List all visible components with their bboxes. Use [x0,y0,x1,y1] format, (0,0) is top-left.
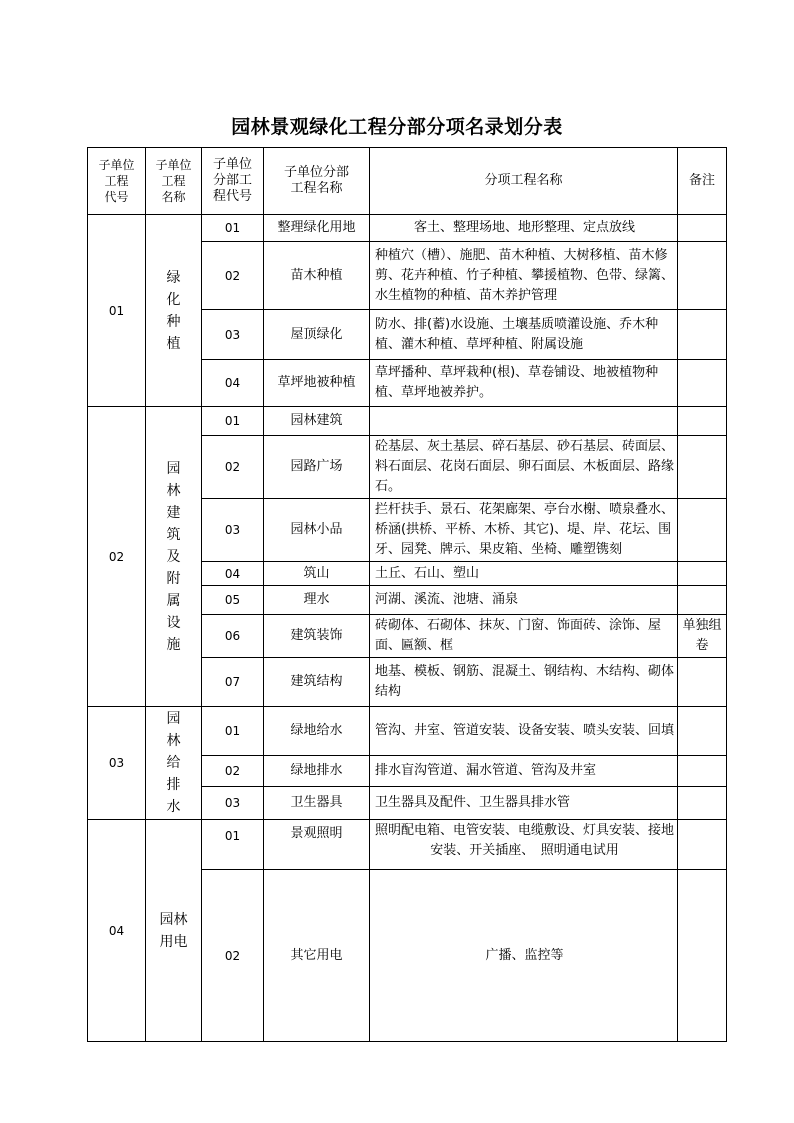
group-code: 03 [88,707,146,820]
sub-code: 04 [202,562,264,586]
sub-name: 园路广场 [264,436,370,499]
item-names: 河湖、溪流、池塘、涌泉 [370,586,678,615]
sub-code: 06 [202,615,264,658]
remark [678,658,727,707]
sub-code: 01 [202,215,264,242]
table-row [88,407,727,436]
sub-name: 景观照明 [264,820,370,870]
sub-name: 草坪地被种植 [264,360,370,407]
sub-name: 筑山 [264,562,370,586]
group-code: 04 [88,820,146,1042]
item-names: 土丘、石山、塑山 [370,562,678,586]
item-names [370,407,678,436]
header-remark: 备注 [678,148,727,215]
group-name: 园 林 给 排 水 [146,707,202,820]
remark [678,707,727,756]
sub-code: 07 [202,658,264,707]
item-names: 卫生器具及配件、卫生器具排水管 [370,786,678,819]
remark [678,360,727,407]
remark [678,870,727,1042]
sub-name: 建筑结构 [264,658,370,707]
page-title: 园林景观绿化工程分部分项名录划分表 [231,116,563,138]
sub-name: 绿地给水 [264,707,370,756]
remark [678,586,727,615]
sub-name: 理水 [264,586,370,615]
sub-name: 建筑装饰 [264,615,370,658]
sub-name: 园林建筑 [264,407,370,436]
table-row [88,707,727,756]
item-names: 草坪播种、草坪栽种(根)、草卷铺设、地被植物种植、草坪地被养护。 [370,360,678,407]
item-names: 砖砌体、石砌体、抹灰、门窗、饰面砖、涂饰、屋面、匾额、框 [370,615,678,658]
sub-name: 绿地排水 [264,755,370,786]
group-name: 园林 用电 [146,820,202,1042]
sub-code: 02 [202,755,264,786]
remark [678,215,727,242]
group-code: 01 [88,215,146,407]
header-sub-code: 子单位 分部工 程代号 [202,148,264,215]
group-code: 02 [88,407,146,707]
sub-name: 园林小品 [264,499,370,562]
sub-code: 02 [202,242,264,310]
header-item-name: 分项工程名称 [370,148,678,215]
item-names: 排水盲沟管道、漏水管道、管沟及井室 [370,755,678,786]
division-table [87,147,727,1042]
remark [678,562,727,586]
header-unit-code: 子单位 工程 代号 [88,148,146,215]
item-names: 防水、排(蓄)水设施、土壤基质喷灌设施、乔木种植、灌木种植、草坪种植、附属设施 [370,310,678,360]
sub-code: 01 [202,820,264,870]
item-names: 客土、整理场地、地形整理、定点放线 [370,215,678,242]
group-name: 园 林 建 筑 及 附 属 设 施 [146,407,202,707]
table-row [88,820,727,870]
remark [678,499,727,562]
remark [678,755,727,786]
item-names: 管沟、井室、管道安装、设备安装、喷头安装、回填 [370,707,678,756]
sub-name: 卫生器具 [264,786,370,819]
remark [678,310,727,360]
remark [678,436,727,499]
sub-code: 04 [202,360,264,407]
remark [678,407,727,436]
item-names: 地基、模板、钢筋、混凝土、钢结构、木结构、砌体结构 [370,658,678,707]
sub-code: 03 [202,786,264,819]
sub-code: 03 [202,499,264,562]
sub-code: 03 [202,310,264,360]
sub-code: 02 [202,436,264,499]
item-names: 拦杆扶手、景石、花架廊架、亭台水榭、喷泉叠水、桥涵(拱桥、平桥、木桥、其它)、堤、岸、花坛、围牙、园凳、牌示、果皮箱、坐椅、雕塑镌刻 [370,499,678,562]
group-name: 绿 化 种 植 [146,215,202,407]
sub-code: 01 [202,707,264,756]
sub-name: 整理绿化用地 [264,215,370,242]
header-unit-name: 子单位 工程 名称 [146,148,202,215]
header-row [88,148,727,215]
sub-code: 01 [202,407,264,436]
remark [678,242,727,310]
remark: 单独组卷 [678,615,727,658]
sub-code: 05 [202,586,264,615]
item-names: 种植穴（槽）、施肥、苗木种植、大树移植、苗木修剪、花卉种植、竹子种植、攀援植物、色带、绿篱、水生植物的种植、苗木养护管理 [370,242,678,310]
remark [678,820,727,870]
sub-name: 屋顶绿化 [264,310,370,360]
item-names: 照明配电箱、电管安装、电缆敷设、灯具安装、接地安装、开关插座、 照明通电试用 [370,820,678,870]
table-row [88,215,727,242]
item-names: 广播、监控等 [370,870,678,1042]
sub-name: 其它用电 [264,870,370,1042]
sub-name: 苗木种植 [264,242,370,310]
remark [678,786,727,819]
sub-code: 02 [202,870,264,1042]
header-sub-name: 子单位分部 工程名称 [264,148,370,215]
item-names: 砼基层、灰土基层、碎石基层、砂石基层、砖面层、料石面层、花岗石面层、卵石面层、木板面层、路缘石。 [370,436,678,499]
